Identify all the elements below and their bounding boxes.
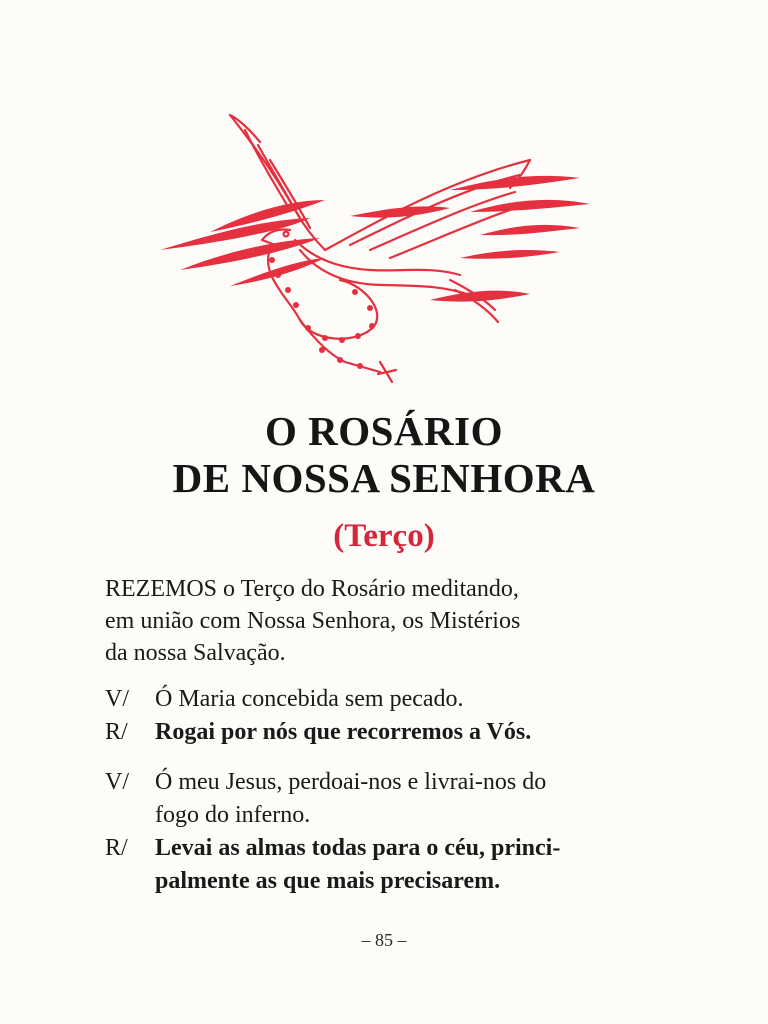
intro-paragraph (105, 573, 665, 669)
response-row (105, 832, 665, 898)
versicle-row (105, 766, 665, 832)
versicle-mark: V/ (105, 769, 129, 795)
response-row (105, 716, 665, 749)
versicle-line: Ó meu Jesus, perdoai-nos e livrai-nos do (155, 769, 547, 795)
page-title-line2: DE NOSSA SENHORA (172, 455, 596, 501)
prayer-block-2 (105, 766, 665, 898)
versicle-line: Ó Maria concebida sem pecado. (155, 686, 464, 712)
prayer-block-1 (105, 683, 665, 749)
versicle-row (105, 683, 665, 716)
response-mark: R/ (105, 719, 128, 745)
page-subtitle: (Terço) (333, 518, 435, 554)
page-title-line1: O ROSÁRIO (264, 408, 503, 454)
response-text (155, 716, 665, 749)
versicle-mark: V/ (105, 686, 129, 712)
response-line: Levai as almas todas para o céu, princi- (155, 835, 561, 861)
response-line: Rogai por nós que recorremos a Vós. (155, 719, 532, 745)
response-text (155, 832, 665, 898)
dove-with-rosary-icon (150, 100, 600, 395)
intro-line: em união com Nossa Senhora, os Mistérios (105, 608, 521, 634)
page-number: – 85 – (361, 930, 407, 950)
intro-line: da nossa Salvação. (105, 640, 286, 666)
intro-line: REZEMOS o Terço do Rosário meditando, (105, 576, 519, 602)
response-mark: R/ (105, 835, 128, 861)
versicle-text (155, 766, 665, 832)
response-line: palmente as que mais precisarem. (155, 868, 501, 894)
versicle-line: fogo do inferno. (155, 802, 311, 828)
versicle-text (155, 683, 665, 716)
